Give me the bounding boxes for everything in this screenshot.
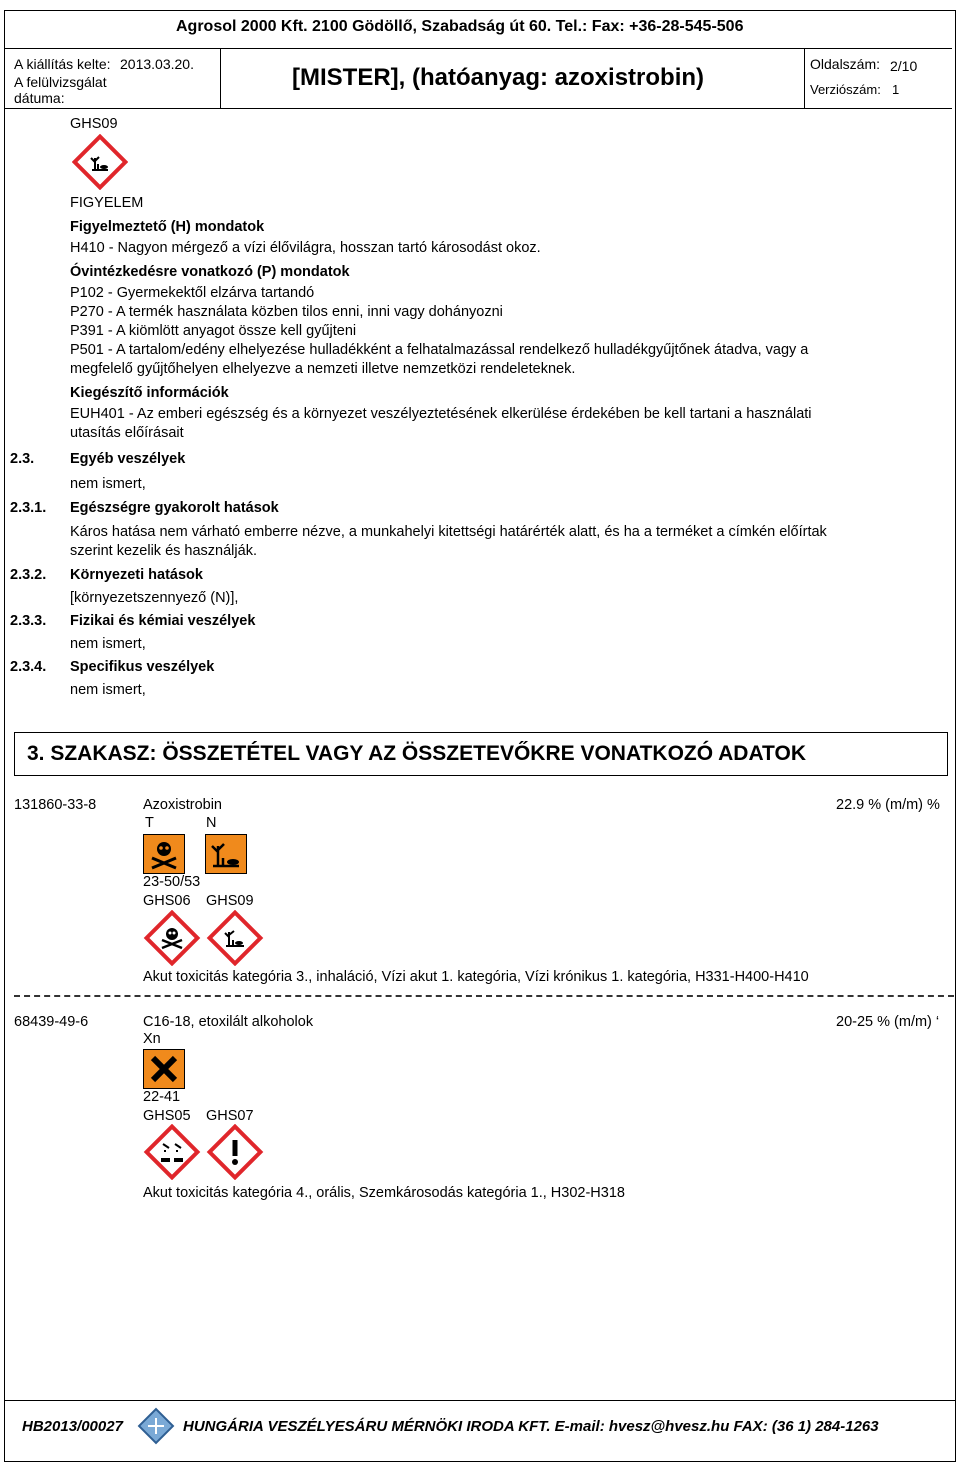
section-2-3-2-title: Környezeti hatások <box>70 567 203 583</box>
footer-company-contact: HUNGÁRIA VESZÉLYESÁRU MÉRNÖKI IRODA KFT. E-mail: hvesz@hvesz.hu FAX: (36 1) 284-1263 <box>183 1418 879 1435</box>
footer-code: HB2013/00027 <box>22 1418 123 1435</box>
header-bottom-line <box>4 108 952 109</box>
component-1-symbol-t: T <box>145 815 154 831</box>
section-2-3-title: Egyéb veszélyek <box>70 451 186 467</box>
footer-divider <box>4 1400 956 1401</box>
section-2-3-3-title: Fizikai és kémiai veszélyek <box>70 613 256 629</box>
component-1-ghs-1: GHS06 <box>143 893 191 909</box>
p501-statement-line2: megfelelő gyűjtőhelyen elhelyezve a nemzeti illetve nemzetközi rendeleteknek. <box>70 361 576 377</box>
section-2-3-4-value: nem ismert, <box>70 682 146 698</box>
component-1-r-phrases: 23-50/53 <box>143 874 201 890</box>
version-label: Verziószám: <box>810 82 881 97</box>
section-2-3-3-number: 2.3.3. <box>10 613 47 629</box>
section-3-title: 3. SZAKASZ: ÖSSZETÉTEL VAGY AZ ÖSSZETEVŐKRE VONATKOZÓ ADATOK <box>27 742 807 765</box>
component-2-name: C16-18, etoxilált alkoholok <box>143 1014 314 1030</box>
header-col-divider-1 <box>220 48 221 108</box>
component-2-ghs-1: GHS05 <box>143 1108 191 1124</box>
h410-statement: H410 - Nagyon mérgező a vízi élővilágra, hosszan tartó károsodást okoz. <box>70 240 541 256</box>
header-col-divider-2 <box>804 48 805 108</box>
euh401-line1: EUH401 - Az emberi egészség és a környezet veszélyeztetésének elkerülése érdekében be kell tartani a használati <box>70 406 812 422</box>
extra-info-heading: Kiegészítő információk <box>70 385 229 401</box>
p501-statement-line1: P501 - A tartalom/edény elhelyezése hulladékként a felhatalmazással rendelkező hulladékgyűjtőnek átadva, vagy a <box>70 342 809 358</box>
p102-statement: P102 - Gyermekektől elzárva tartandó <box>70 285 315 301</box>
component-2-r-phrases: 22-41 <box>143 1089 181 1105</box>
component-1-classification: Akut toxicitás kategória 3., inhaláció, Vízi akut 1. kategória, Vízi krónikus 1. kategória, H331-H400-H410 <box>143 969 809 985</box>
component-1-cas: 131860-33-8 <box>14 797 97 813</box>
company-line: Agrosol 2000 Kft. 2100 Gödöllő, Szabadság út 60. Tel.: Fax: +36-28-545-506 <box>176 18 744 35</box>
component-1-symbol-n: N <box>206 815 217 831</box>
component-1-ghs-2: GHS09 <box>206 893 254 909</box>
harmful-cross-eu-icon <box>143 1049 185 1089</box>
hvesz-logo-icon <box>136 1406 176 1446</box>
section-3-header <box>14 732 948 776</box>
document-title: [MISTER], (hatóanyag: azoxistrobin) <box>292 64 705 91</box>
review-label-1: A felülvizsgálat <box>14 74 107 90</box>
section-2-3-4-number: 2.3.4. <box>10 659 47 675</box>
euh401-line2: utasítás előírásait <box>70 425 184 441</box>
section-2-3-1-number: 2.3.1. <box>10 500 47 516</box>
header-company-bar <box>4 10 948 48</box>
section-2-3-3-value: nem ismert, <box>70 636 146 652</box>
issue-date: 2013.03.20. <box>120 56 194 72</box>
section-2-3-1-title: Egészségre gyakorolt hatások <box>70 500 279 516</box>
section-2-3-2-number: 2.3.2. <box>10 567 47 583</box>
section-2-3-4-title: Specifikus veszélyek <box>70 659 215 675</box>
section-2-3-value: nem ismert, <box>70 476 146 492</box>
signal-word: FIGYELEM <box>70 195 144 211</box>
page-label: Oldalszám: <box>810 56 881 72</box>
ghs07-exclamation-icon <box>206 1124 264 1180</box>
component-separator <box>14 995 954 997</box>
ghs09-environment-icon <box>206 910 264 966</box>
component-1-concentration: 22.9 % (m/m) % <box>836 797 940 813</box>
section-2-3-number: 2.3. <box>10 451 35 467</box>
component-2-cas: 68439-49-6 <box>14 1014 89 1030</box>
skull-crossbones-eu-icon <box>143 834 185 874</box>
section-2-3-1-text-line1: Káros hatása nem várható emberre nézve, a munkahelyi kitettségi határérték alatt, és ha a terméket a címkén előírtak <box>70 524 827 540</box>
p-statements-heading: Óvintézkedésre vonatkozó (P) mondatok <box>70 264 350 280</box>
version-number: 1 <box>892 82 900 97</box>
component-2-classification: Akut toxicitás kategória 4., orális, Szemkárosodás kategória 1., H302-H318 <box>143 1185 625 1201</box>
review-label-2: dátuma: <box>14 90 65 106</box>
p270-statement: P270 - A termék használata közben tilos enni, inni vagy dohányozni <box>70 304 503 320</box>
component-2-ghs-2: GHS07 <box>206 1108 254 1124</box>
ghs-code-label: GHS09 <box>70 116 118 132</box>
component-1-name: Azoxistrobin <box>143 797 222 813</box>
page-number: 2/10 <box>890 58 918 74</box>
component-2-concentration: 20-25 % (m/m) ‘ <box>836 1014 940 1030</box>
section-2-3-2-value: [környezetszennyező (N)], <box>70 590 239 606</box>
component-2-symbol-xn: Xn <box>143 1031 161 1047</box>
section-2-3-1-text-line2: szerint kezelik és használják. <box>70 543 257 559</box>
ghs05-corrosion-icon <box>143 1124 201 1180</box>
h-statements-heading: Figyelmeztető (H) mondatok <box>70 219 265 235</box>
ghs06-skull-icon <box>143 910 201 966</box>
environment-hazard-icon <box>72 134 128 190</box>
header-divider <box>4 48 952 49</box>
p391-statement: P391 - A kiömlött anyagot össze kell gyűjteni <box>70 323 357 339</box>
issue-label: A kiállítás kelte: <box>14 56 111 72</box>
dead-tree-fish-eu-icon <box>205 834 247 874</box>
